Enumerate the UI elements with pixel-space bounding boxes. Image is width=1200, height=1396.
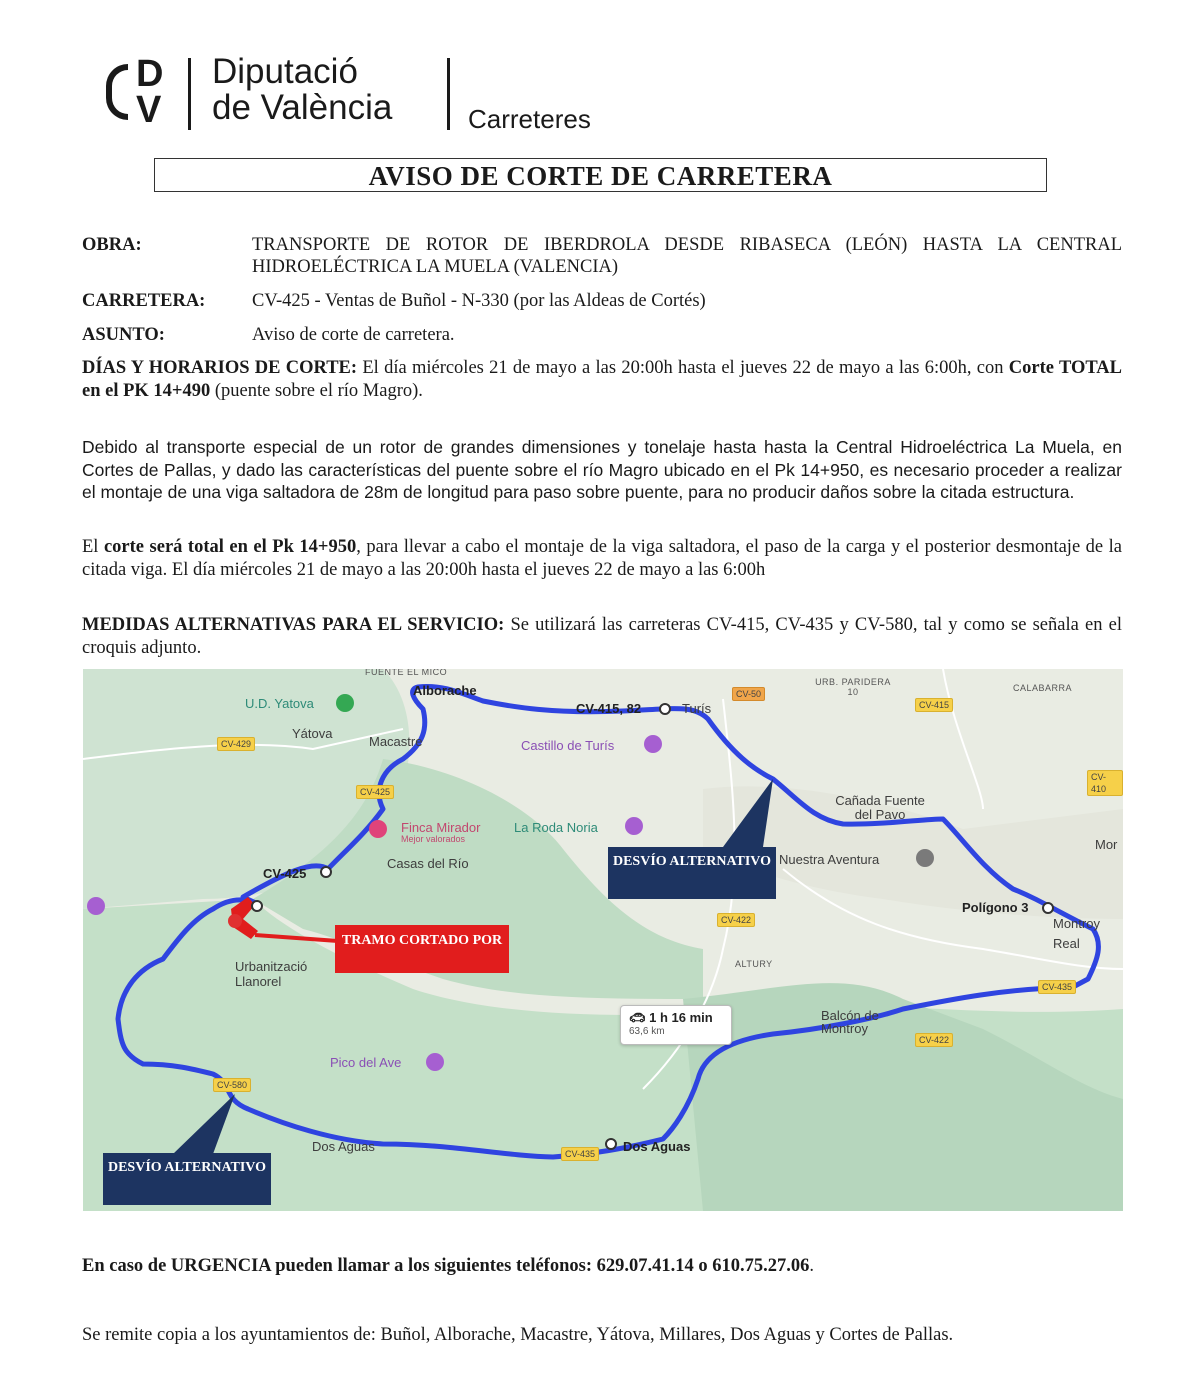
route-time [629,1010,723,1026]
logo-divider-2 [447,58,450,130]
label-macastre: Macastre [369,734,423,749]
obra-row [82,234,1122,280]
urgency-line [82,1256,814,1277]
obra-value: TRANSPORTE DE ROTOR DE IBERDROLA DESDE RIBASECA (LEÓN) HASTA LA CENTRAL HIDROELÉCTRICA LA MUELA (VALENCIA) [252,235,1122,277]
asunto-label: ASUNTO: [82,325,165,345]
label-montroy-real: Montroy Real [1053,916,1100,951]
castle-icon [644,735,662,753]
route-time-value: 1 h 16 min [649,1010,713,1025]
asunto-row [82,324,1122,346]
road-cv422-south: CV-422 [915,1033,953,1047]
label-finca-sub: Mejor valorados [401,834,466,844]
label-pico-ave: Pico del Ave [330,1055,402,1070]
label-balcon: Balcón de Montroy [821,1008,879,1036]
logo-letter-v: V [136,89,162,131]
desvio-bottom-callout: DESVÍO ALTERNATIVO [103,1153,271,1205]
label-altury: ALTURY [735,959,773,969]
closure-pin [228,914,242,928]
waypoint-poligono [1043,903,1053,913]
label-cv415-82: CV-415, 82 [576,701,642,716]
route-time-box [620,1005,732,1045]
road-cv435-south: CV-435 [561,1147,599,1161]
dias-horarios [82,357,1122,402]
sports-icon [336,694,354,712]
department-name: Carreteres [468,104,591,134]
activity-icon [916,849,934,867]
label-castillo: Castillo de Turís [521,738,615,753]
label-finca-mirador: Finca Mirador [401,820,481,835]
landmark-icon [625,817,643,835]
document-title: AVISO DE CORTE DE CARRETERA [154,158,1047,192]
medidas-label: MEDIDAS ALTERNATIVAS PARA EL SERVICIO: [82,615,505,635]
waypoint-south [252,901,262,911]
logo-letter-d: D [136,53,164,95]
dias-bold: Corte TOTAL en el PK 14+490 [82,358,1122,401]
road-cv422-north: CV-422 [717,913,755,927]
road-cv435-east: CV-435 [1038,980,1076,994]
label-dos-aguas: Dos Aguas [623,1139,691,1154]
org-name-line2: de València [212,88,393,127]
label-fuente-mico: FUENTE EL MICO [365,669,448,677]
waypoint-cv415 [660,704,670,714]
para2-bold: corte será total en el Pk 14+950 [103,537,357,557]
dias-text1: El día miércoles 21 de mayo a las 20:00h hasta el jueves 22 de mayo a las 6:00h, con [357,358,1009,378]
road-cv429: CV-429 [217,737,255,751]
road-cv425: CV-425 [356,785,394,799]
label-urbanitzacio: Urbanització Llanorel [235,959,308,989]
paragraph-1: Debido al transporte especial de un rotor de grandes dimensiones y tonelaje hasta hasta la Central Hidroeléctrica La Muela, en Cortes de Pallas, y dado las características del puente sobre el río Magro ubicado en el Pk 14+950, es necesario proceder a realizar el montaje de una viga saltadora de 28m de longitud para paso sobre puente, para no producir daños sobre la citada estructura. [82,437,1122,502]
peak-icon [426,1053,444,1071]
label-yatova: Yátova [292,726,333,741]
obra-label: OBRA: [82,235,142,255]
logo-divider [188,58,191,130]
carretera-value: CV-425 - Ventas de Buñol - N-330 (por las Aldeas de Cortés) [252,291,706,311]
waypoint-cv425 [321,867,331,877]
label-nuestra-aventura: Nuestra Aventura [779,852,880,867]
road-cv580: CV-580 [213,1078,251,1092]
label-poligono: Polígono 3 [962,900,1029,915]
label-ud-yatova: U.D. Yatova [245,696,314,711]
tramo-cortado-callout: TRAMO CORTADO POR [335,925,509,973]
route-distance: 63,6 km [629,1026,665,1037]
medidas-text: Se utilizará las carreteras CV-415, CV-435 y CV-580, tal y como se señala en el croquis adjunto. [82,615,1122,658]
road-cv410: CV-410 [1087,770,1123,796]
label-cv425-point: CV-425 [263,866,307,881]
dv-logo-mark [104,54,170,134]
para2-pre: El [82,537,104,557]
label-urb-paridera: URB. PARIDERA 10 [815,677,891,697]
urgency-text: En caso de URGENCIA pueden llamar a los siguientes teléfonos: 629.07.41.14 o 610.75.27.06 [82,1256,810,1276]
road-cv50: CV-50 [732,687,765,701]
route-map [83,669,1123,1211]
paragraph-2 [82,536,1122,581]
label-alborache: Alborache [413,683,477,698]
medidas-alternativas [82,614,1122,659]
label-casas-rio: Casas del Río [387,856,469,871]
label-mor: Mor [1095,837,1118,852]
poi-west-icon [87,897,105,915]
logo-arc [106,64,128,120]
road-cv415: CV-415 [915,698,953,712]
dias-label: DÍAS Y HORARIOS DE CORTE: [82,358,358,378]
car-icon: 🚗︎ [629,1010,650,1025]
hotel-icon [369,820,387,838]
carretera-label: CARRETERA: [82,291,206,311]
urgency-dot: . [809,1256,814,1276]
label-turis: Turís [682,701,712,716]
org-name-line1: Diputació [212,52,358,91]
waypoint-dos-aguas [606,1139,616,1149]
label-dos-aguas-west: Dos Aguas [312,1139,375,1154]
para2-post: , para llevar a cabo el montaje de la viga saltadora, el paso de la carga y el posterior desmontaje de la citada viga. El día miércoles 21 de mayo a las 20:00h hasta el jueves 22 de mayo a las 6:00h [82,537,1123,580]
label-calabarra: CALABARRA [1013,683,1073,693]
carretera-row [82,290,1122,312]
label-roda-noria: La Roda Noria [514,820,598,835]
header-logo [104,54,624,134]
desvio-top-callout: DESVÍO ALTERNATIVO [608,847,776,899]
org-name [212,54,392,126]
copy-recipients: Se remite copia a los ayuntamientos de: Buñol, Alborache, Macastre, Yátova, Millares, Dos Aguas y Cortes de Pallas. [82,1325,954,1345]
dias-text2: (puente sobre el río Magro). [210,380,423,401]
asunto-value: Aviso de corte de carretera. [252,325,455,345]
label-canada: Cañada Fuente del Pavo [835,793,925,822]
